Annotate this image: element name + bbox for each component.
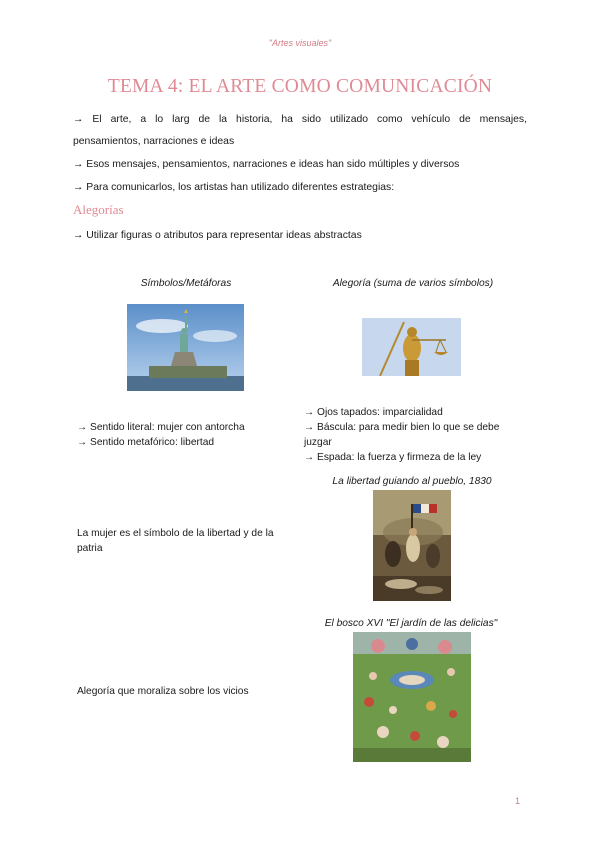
intro-line-1: → El arte, a lo larg de la historia, ha sido utilizado como vehículo de mensajes, bbox=[73, 114, 527, 125]
intro-line-3: → Esos mensajes, pensamientos, narraciones e ideas han sido múltiples y diversos bbox=[73, 159, 460, 170]
lady-justice-image bbox=[362, 318, 461, 376]
right-point-scale: → Báscula: para medir bien lo que se debe bbox=[304, 422, 500, 433]
left-point-metaphoric: → Sentido metafórico: libertad bbox=[77, 437, 215, 448]
liberty-leading-painting bbox=[373, 490, 451, 601]
left-point-literal: → Sentido literal: mujer con antorcha bbox=[77, 422, 245, 433]
painting1-text bbox=[77, 526, 299, 556]
painting1-text-line-1: La mujer es el símbolo de la libertad y de la bbox=[77, 528, 274, 539]
page-header: "Artes visuales" bbox=[268, 38, 332, 48]
left-points bbox=[77, 420, 297, 450]
intro-line-2: pensamientos, narraciones e ideas bbox=[73, 136, 235, 147]
section-intro: → Utilizar figuras o atributos para representar ideas abstractas bbox=[73, 230, 362, 241]
intro-line-4: → Para comunicarlos, los artistas han utilizado diferentes estrategias: bbox=[73, 182, 395, 193]
painting2-caption: El bosco XVI "El jardín de las delicias" bbox=[324, 618, 498, 629]
painting2-text: Alegoría que moraliza sobre los vicios bbox=[77, 686, 249, 697]
column-caption-left: Símbolos/Metáforas bbox=[140, 278, 232, 289]
right-point-sword: → Espada: la fuerza y firmeza de la ley bbox=[304, 452, 482, 463]
painting1-text-line-2: patria bbox=[77, 543, 103, 554]
column-caption-right: Alegoría (suma de varios símbolos) bbox=[332, 278, 494, 289]
garden-of-delights-painting bbox=[353, 632, 471, 762]
section-title: Alegorías bbox=[73, 202, 124, 217]
page-title: TEMA 4: EL ARTE COMO COMUNICACIÓN bbox=[107, 76, 493, 97]
page-number: 1 bbox=[515, 796, 521, 806]
right-point-scale-cont: juzgar bbox=[304, 437, 332, 448]
right-points bbox=[304, 405, 529, 465]
painting1-caption: La libertad guiando al pueblo, 1830 bbox=[332, 476, 492, 487]
statue-of-liberty-image bbox=[127, 304, 244, 391]
right-point-eyes: → Ojos tapados: imparcialidad bbox=[304, 407, 443, 418]
